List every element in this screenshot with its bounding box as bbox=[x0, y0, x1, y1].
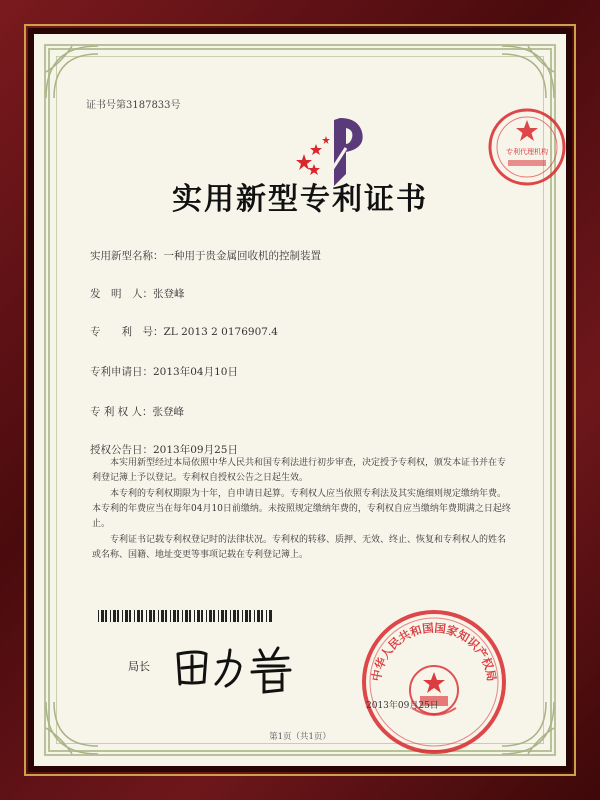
corner-ornament-icon bbox=[42, 42, 102, 102]
field-patent-number bbox=[90, 324, 278, 339]
body-paragraph: 本实用新型经过本局依照中华人民共和国专利法进行初步审查，决定授予专利权，颁发本证书并在专利登记簿上予以登记。专利权自授权公告之日起生效。 bbox=[92, 458, 507, 483]
field-label: 专 利 号： bbox=[90, 326, 164, 338]
certificate-paper bbox=[34, 34, 566, 766]
seal-main-text: 中华人民共和国国家知识产权局 bbox=[369, 620, 499, 683]
certificate-body bbox=[92, 456, 512, 564]
field-label: 授权公告日： bbox=[90, 444, 153, 456]
field-utility-model-name bbox=[90, 248, 321, 263]
field-inventor bbox=[90, 286, 185, 301]
field-patentee bbox=[90, 404, 184, 419]
body-paragraph: 专利证书记载专利权登记时的法律状况。专利权的转移、质押、无效、终止、恢复和专利权人的姓名或名称、国籍、地址变更等事项记载在专利登记簿上。 bbox=[92, 535, 507, 560]
director-signature bbox=[168, 636, 308, 696]
field-value: 2013年09月25日 bbox=[153, 444, 238, 456]
field-value: 一种用于贵金属回收机的控制装置 bbox=[163, 250, 321, 262]
barcode bbox=[98, 610, 272, 622]
field-application-date bbox=[90, 364, 238, 379]
issue-date-stamp: 2013年09月25日 bbox=[366, 701, 439, 711]
certificate-title: 实用新型专利证书 bbox=[172, 182, 428, 217]
field-label: 专 利 权 人： bbox=[90, 406, 153, 418]
field-grant-date bbox=[90, 442, 238, 457]
field-value: ZL 2013 2 0176907.4 bbox=[163, 326, 278, 338]
certificate-number: 证书号第3187833号 bbox=[86, 100, 181, 111]
field-label: 实用新型名称： bbox=[90, 250, 164, 262]
page-number: 第1页（共1页） bbox=[269, 732, 331, 742]
field-value: 张登峰 bbox=[152, 406, 185, 418]
field-value: 2013年04月10日 bbox=[153, 366, 238, 378]
field-label: 发 明 人： bbox=[90, 288, 153, 300]
corner-ornament-icon bbox=[42, 698, 102, 758]
corner-ornament-icon bbox=[498, 42, 558, 102]
field-value: 张登峰 bbox=[153, 288, 185, 300]
field-label: 专利申请日： bbox=[90, 366, 153, 378]
director-label: 局长 bbox=[128, 660, 150, 673]
body-paragraph: 本专利的专利权期限为十年，自申请日起算。专利权人应当依照专利法及其实施细则规定缴纳年费。本专利的年费应当在每年04月10日前缴纳。未按照规定缴纳年费的，专利权自应当缴纳年费期满之日起终止。 bbox=[92, 489, 511, 529]
seal-top-text: 专利代理机构 bbox=[506, 148, 548, 156]
